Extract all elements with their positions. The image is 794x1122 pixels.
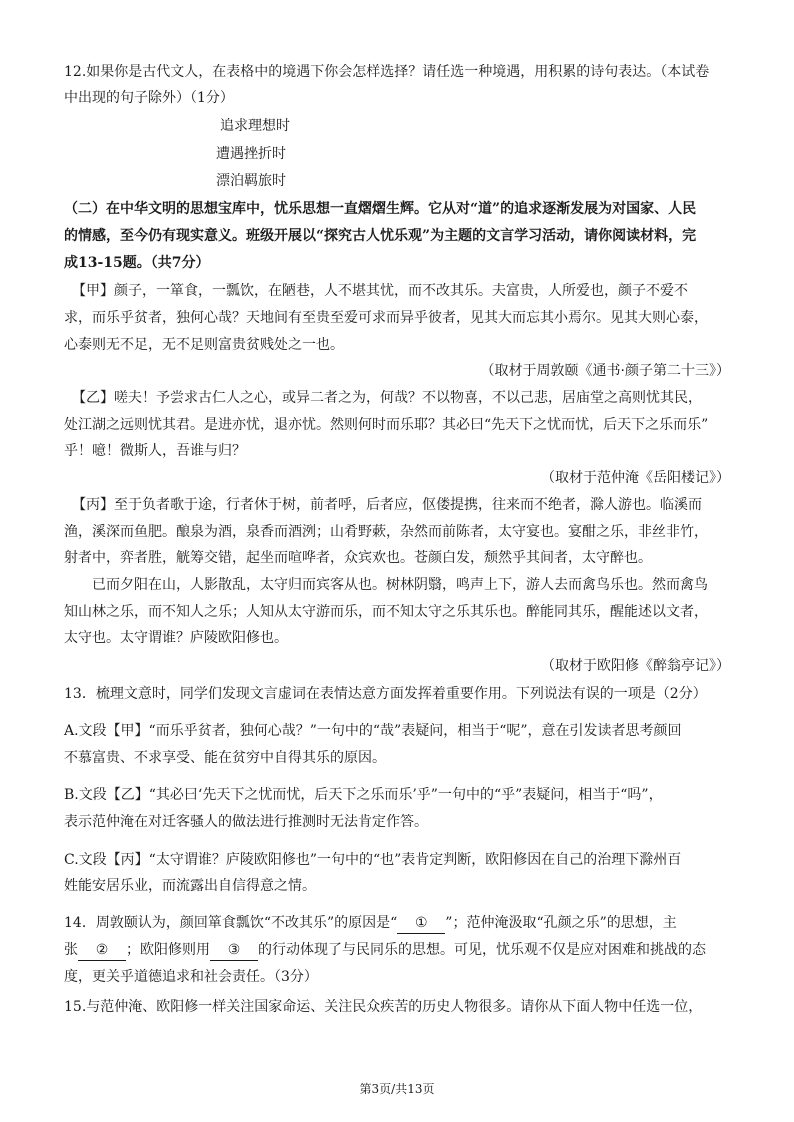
q14-line-2 bbox=[64, 940, 706, 961]
q14-text-1b: ”；范仲淹汲取“孔颜之乐”的思想，主 bbox=[445, 915, 677, 931]
jia-line-3: 心泰则无不足，无不足则富贵贫贱处之一也。 bbox=[64, 337, 344, 353]
q12-option-3: 漂泊羁旅时 bbox=[216, 173, 286, 189]
section2-line-2: 的情感，至今仍有现实意义。班级开展以“探究古人忧乐观”为主题的文言学习活动，请你阅读材料，完 bbox=[64, 228, 697, 244]
q14-text-2a: 张 bbox=[64, 942, 78, 958]
q13-option-c-1: C.文段【丙】“太守谓谁？庐陵欧阳修也”一句中的“也”表肯定判断，欧阳修因在自己的治理下滁州百 bbox=[64, 852, 682, 868]
bing-line-2: 渔，溪深而鱼肥。酿泉为酒，泉香而酒洌；山肴野蔌，杂然而前陈者，太守宴也。宴酣之乐，非丝非竹， bbox=[64, 524, 708, 540]
bing-line-4: 已而夕阳在山，人影散乱，太守归而宾客从也。树林阴翳，鸣声上下，游人去而禽鸟乐也。然而禽鸟 bbox=[92, 577, 708, 593]
jia-source: （取材于周敦颐《通书·颜子第二十三》） bbox=[480, 363, 730, 379]
q12-option-2: 遭遇挫折时 bbox=[216, 146, 286, 162]
page-number: 第3页/共13页 bbox=[359, 1082, 435, 1096]
bing-line-6: 太守也。太守谓谁？庐陵欧阳修也。 bbox=[64, 630, 288, 646]
q14-blank-2[interactable]: ② bbox=[78, 940, 126, 961]
bing-line-5: 知山林之乐，而不知人之乐；人知从太守游而乐，而不知太守之乐其乐也。醉能同其乐，醒能述以文者， bbox=[64, 604, 708, 620]
section2-line-3: 成13-15题。（共7分） bbox=[64, 255, 210, 271]
q13-option-a-2: 不慕富贵、不求享受、能在贫穷中自得其乐的原因。 bbox=[64, 750, 386, 766]
yi-line-2: 处江湖之远则忧其君。是进亦忧，退亦忧。然则何时而乐耶？其必曰“先天下之忧而忧，后天下之乐而乐” bbox=[64, 417, 709, 433]
q13-option-b-1: B.文段【乙】“其必曰‘先天下之忧而忧，后天下之乐而乐’乎”一句中的“乎”表疑问，相当于“吗”， bbox=[64, 787, 663, 803]
q14-blank-3[interactable]: ③ bbox=[210, 940, 258, 961]
bing-source: （取材于欧阳修《醉翁亭记》） bbox=[541, 658, 730, 674]
yi-line-1: 【乙】嗟夫！予尝求古仁人之心，或异二者之为，何哉？不以物喜，不以己悲，居庙堂之高则忧其民， bbox=[72, 390, 702, 406]
bing-line-1: 【丙】至于负者歌于途，行者休于树，前者呼，后者应，伛偻提携，往来而不绝者，滁人游也。临溪而 bbox=[72, 497, 702, 513]
yi-source: （取材于范仲淹《岳阳楼记》） bbox=[541, 470, 730, 486]
q14-line-3: 度，更关乎道德追求和社会责任。（3分） bbox=[64, 969, 318, 985]
bing-line-3: 射者中，弈者胜，觥筹交错，起坐而喧哗者，众宾欢也。苍颜白发，颓然乎其间者，太守醉也。 bbox=[64, 550, 652, 566]
q13-option-c-2: 姓能安居乐业，而流露出自信得意之情。 bbox=[64, 878, 316, 894]
q14-line-1 bbox=[64, 913, 677, 934]
q14-blank-1[interactable]: ① bbox=[397, 913, 445, 934]
jia-line-2: 求，而乐乎贫者，独何心哉？天地间有至贵至爱可求而异乎彼者，见其大而忘其小焉尔。见其大则心泰， bbox=[64, 310, 708, 326]
section2-line-1: （二）在中华文明的思想宝库中，忧乐思想一直熠熠生辉。它从对“道”的追求逐渐发展为对国家、人民 bbox=[64, 201, 697, 217]
q12-line-1: 12.如果你是古代文人，在表格中的境遇下你会怎样选择？请任选一种境遇，用积累的诗句表达。（本试卷 bbox=[64, 64, 710, 80]
q12-option-1: 追求理想时 bbox=[220, 118, 290, 134]
q13-option-a-1: A.文段【甲】“而乐乎贫者，独何心哉？”一句中的“哉”表疑问，相当于“呢”，意在引发读者思考颜回 bbox=[64, 723, 682, 739]
yi-line-3: 乎！噫！微斯人，吾谁与归？ bbox=[64, 443, 246, 459]
q14-text-2b: ；欧阳修则用 bbox=[126, 942, 210, 958]
q13-option-b-2: 表示范仲淹在对迁客骚人的做法进行推测时无法肯定作答。 bbox=[64, 814, 428, 830]
q15-line-1: 15.与范仲淹、欧阳修一样关注国家命运、关注民众疾苦的历史人物很多。请你从下面人物中任选一位， bbox=[64, 999, 703, 1015]
q13-stem: 13．梳理文意时，同学们发现文言虚词在表情达意方面发挥着重要作用。下列说法有误的一项是（2分） bbox=[64, 686, 707, 702]
q12-line-2: 中出现的句子除外）（1分） bbox=[64, 90, 234, 106]
jia-line-1: 【甲】颜子，一箪食，一瓢饮，在陋巷，人不堪其忧，而不改其乐。夫富贵，人所爱也，颜子不爱不 bbox=[72, 283, 688, 299]
q14-text-2c: 的行动体现了与民同乐的思想。可见，忧乐观不仅是应对困难和挑战的态 bbox=[258, 942, 706, 958]
q14-text-1a: 14．周敦颐认为，颜回箪食瓢饮“不改其乐”的原因是“ bbox=[64, 915, 398, 931]
